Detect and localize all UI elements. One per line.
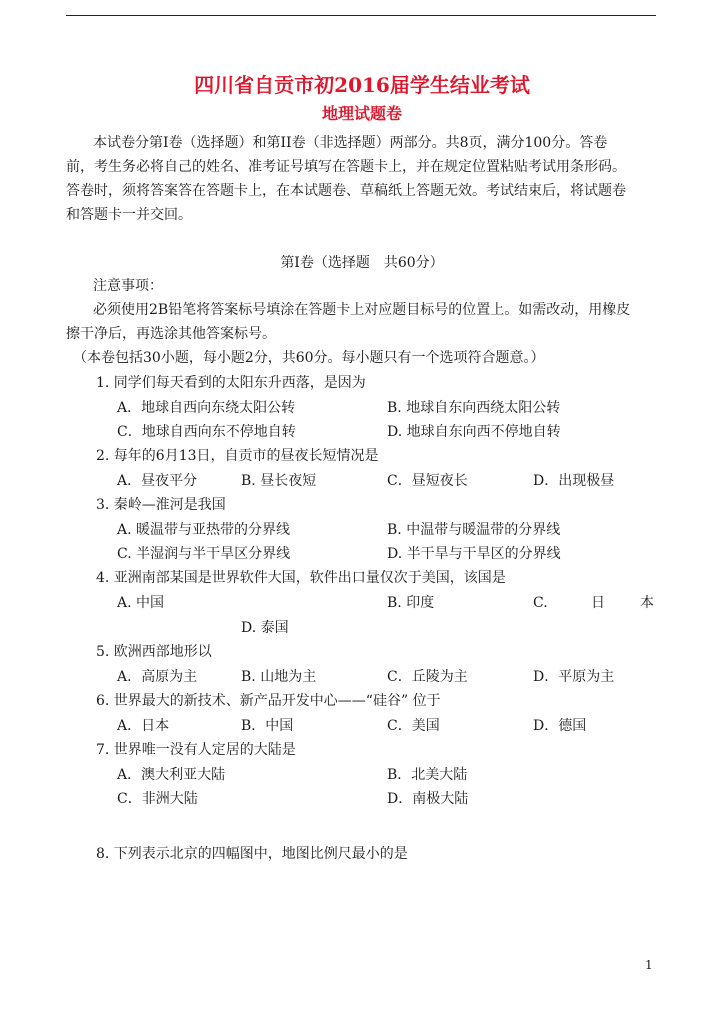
option-d: D．德国	[533, 718, 587, 734]
option-a: A．高原为主	[117, 669, 198, 685]
section-note: （本卷包括30小题，每小题2分，共60分。每小题只有一个选项符合题意。）	[73, 350, 545, 366]
option-d: D．南极大陆	[387, 791, 469, 807]
option-b: B．北美大陆	[387, 767, 468, 783]
option-d: D. 泰国	[241, 620, 289, 636]
question-stem: 7. 世界唯一没有人定居的大陆是	[96, 742, 296, 758]
notice-line: 必须使用2B铅笔将答案标号填涂在答题卡上对应题目标号的位置上。如需改动，用橡皮	[93, 302, 631, 318]
option-d: D. 地球自东向西不停地自转	[387, 424, 561, 440]
option-a: A．日本	[117, 718, 170, 734]
exam-title: 四川省自贡市初2016届学生结业考试	[194, 73, 530, 97]
exam-subtitle: 地理试题卷	[321, 104, 402, 123]
question-stem: 1. 同学们每天看到的太阳东升西落，是因为	[96, 375, 366, 391]
option-b: B. 昼长夜短	[241, 473, 317, 489]
option-b: B. 山地为主	[241, 669, 317, 685]
section-heading: 第Ⅰ卷（选择题 共60分）	[280, 255, 444, 271]
option-c: C．美国	[387, 718, 440, 734]
option-d: D．平原为主	[533, 669, 615, 685]
option-a: A．昼夜平分	[117, 473, 198, 489]
intro-line: 本试卷分第Ⅰ卷（选择题）和第II卷（非选择题）两部分。共8页，满分100分。答卷	[93, 135, 608, 151]
option-d: D. 半干旱与干旱区的分界线	[387, 546, 561, 562]
intro-line: 前，考生务必将自己的姓名、准考证号填写在答题卡上，并在规定位置粘贴考试用条形码。	[66, 159, 626, 175]
option-c-text: 日	[591, 595, 605, 611]
option-c-text: 本	[640, 595, 654, 611]
page-number: 1	[645, 958, 653, 972]
option-c: C．昼短夜长	[387, 473, 468, 489]
option-b: B. 印度	[387, 595, 435, 611]
option-a: A．地球自西向东绕太阳公转	[117, 400, 296, 416]
intro-line: 和答题卡一并交回。	[66, 207, 192, 223]
option-c: C.	[533, 595, 548, 611]
question-stem: 3. 秦岭—淮河是我国	[96, 497, 226, 513]
option-b: B. 中温带与暖温带的分界线	[387, 522, 561, 538]
question-stem: 8. 下列表示北京的四幅图中，地图比例尺最小的是	[96, 846, 408, 862]
question-stem: 4. 亚洲南部某国是世界软件大国，软件出口量仅次于美国，该国是	[96, 570, 506, 586]
option-a: A．澳大利亚大陆	[117, 767, 226, 783]
option-c: C. 半湿润与半干旱区分界线	[117, 546, 291, 562]
question-stem: 5. 欧洲西部地形以	[96, 644, 212, 660]
header-rule	[66, 15, 656, 16]
option-a: A. 中国	[117, 595, 165, 611]
option-d: D．出现极昼	[533, 473, 615, 489]
option-c: C．非洲大陆	[117, 791, 198, 807]
intro-line: 答卷时，须将答案答在答题卡上，在本试题卷、草稿纸上答题无效。考试结束后，将试题卷	[66, 183, 626, 199]
notice-line: 擦干净后，再选涂其他答案标号。	[66, 326, 276, 342]
option-a: A. 暖温带与亚热带的分界线	[117, 522, 291, 538]
question-stem: 6. 世界最大的新技术、新产品开发中心——“硅谷” 位于	[96, 693, 441, 709]
option-b: B. 地球自东向西绕太阳公转	[387, 400, 561, 416]
notice-label: 注意事项：	[93, 278, 163, 294]
question-stem: 2. 每年的6月13日，自贡市的昼夜长短情况是	[96, 448, 379, 464]
option-c: C．地球自西向东不停地自转	[117, 424, 296, 440]
option-c: C．丘陵为主	[387, 669, 468, 685]
option-b: B．中国	[241, 718, 294, 734]
